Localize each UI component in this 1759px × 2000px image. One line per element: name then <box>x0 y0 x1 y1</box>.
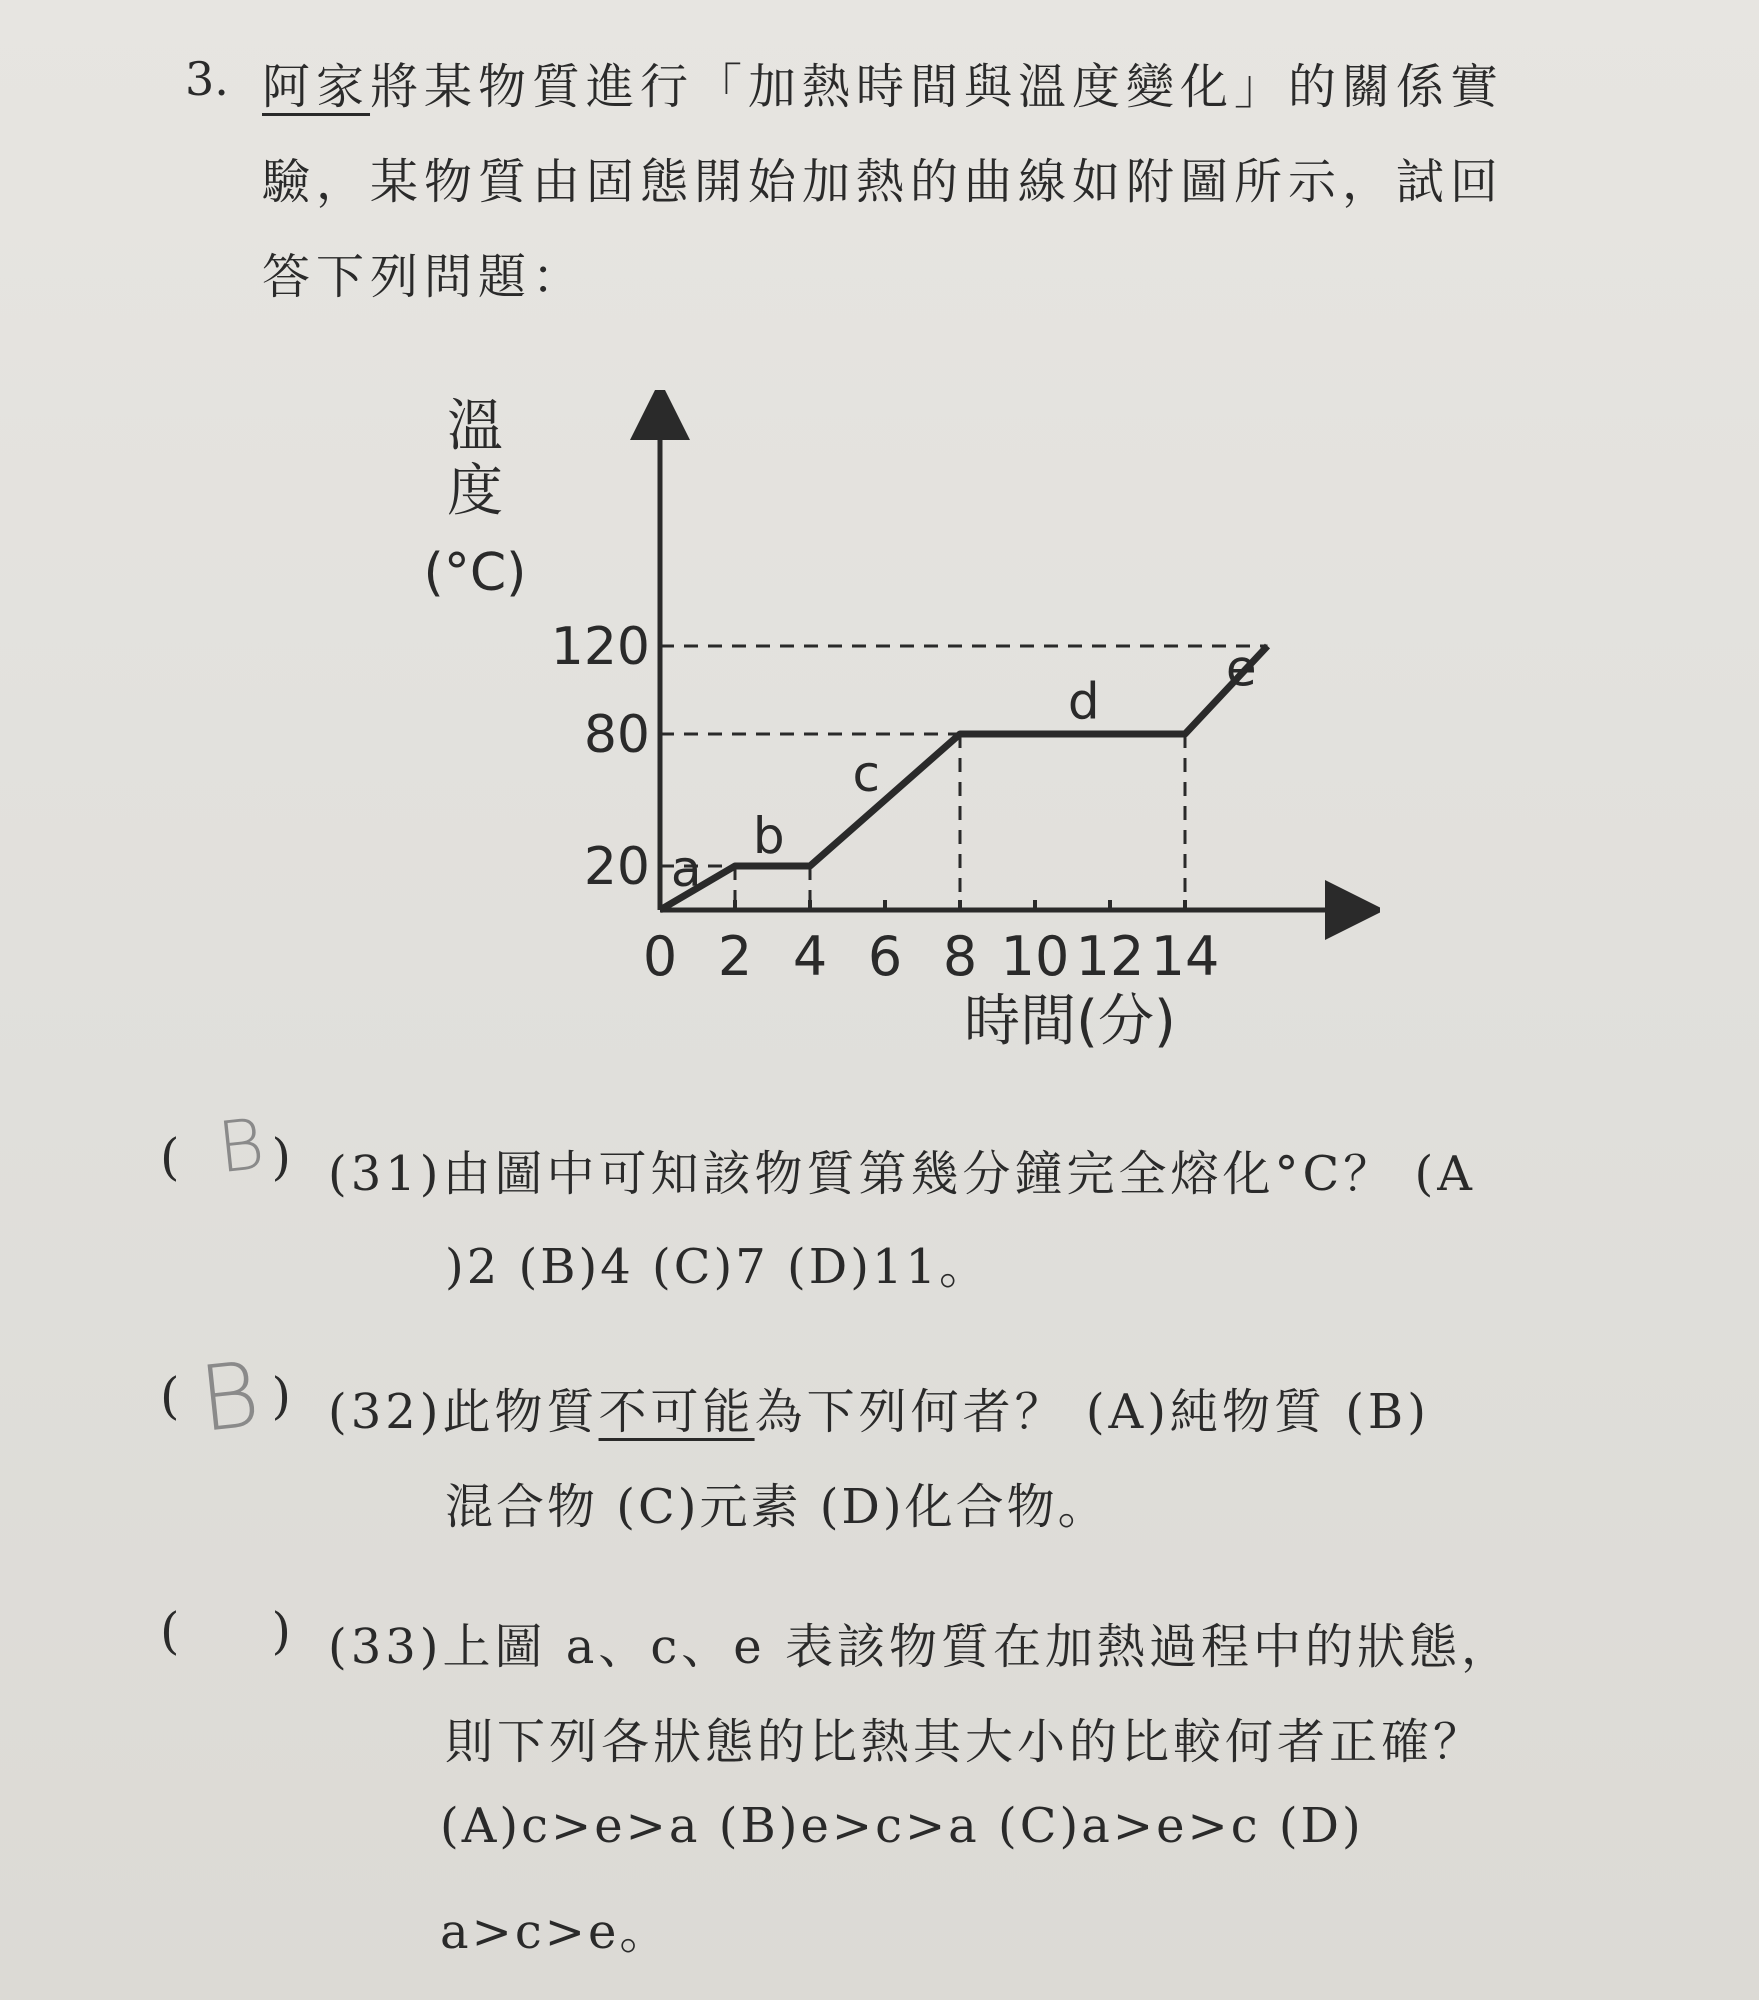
intro-line-1 <box>262 48 1504 117</box>
x-tick-label-0: 0 <box>642 925 678 988</box>
subquestion-31-text: (31)由圖中可知該物質第幾分鐘完全熔化°C？ (A <box>328 1146 1476 1202</box>
x-tick-label-2: 2 <box>717 925 753 988</box>
segment-label-b: b <box>752 806 785 865</box>
student-name: 阿家 <box>262 59 371 115</box>
answer-paren-32[interactable]: ( ) <box>160 1367 292 1425</box>
intro-line-2: 驗，某物質由固態開始加熱的曲線如附圖所示，試回 <box>262 154 1505 210</box>
heating-curve-chart <box>400 390 1380 1090</box>
subquestion-32-emphasis: 不可能 <box>598 1384 755 1440</box>
segment-label-a: a <box>670 839 702 898</box>
subquestion-32-suffix: 為下列何者？ (A)純物質 (B) <box>754 1384 1430 1440</box>
y-tick-label-20: 20 <box>583 837 650 897</box>
question-number: 3. <box>185 52 229 106</box>
y-axis-label-line-1: 溫 <box>447 394 503 459</box>
x-tick-label-8: 8 <box>942 925 978 988</box>
subquestion-32-text <box>328 1373 1430 1442</box>
y-axis-label-line-3: (°C) <box>423 543 527 603</box>
x-tick-label-14: 14 <box>1150 925 1220 988</box>
intro-line-3: 答下列問題： <box>262 249 587 305</box>
subquestion-33-options-line-1: (A)c>e>a (B)e>c>a (C)a>e>c (D) <box>440 1798 1364 1854</box>
subquestion-31-options: )2 (B)4 (C)7 (D)11。 <box>445 1239 991 1295</box>
y-tick-label-80: 80 <box>583 705 650 765</box>
handwritten-answer-32: B <box>194 1342 265 1453</box>
segment-labels <box>671 640 1257 898</box>
dashed-guide-lines <box>660 646 1268 910</box>
x-axis-label: 時間(分) <box>964 989 1176 1054</box>
segment-label-d: d <box>1067 672 1100 731</box>
x-tick-label-12: 12 <box>1075 925 1145 988</box>
intro-line-1-text: 將某物質進行「加熱時間與溫度變化」的關係實 <box>370 59 1505 115</box>
x-tick-label-10: 10 <box>1000 925 1070 988</box>
subquestion-32-options: 混合物 (C)元素 (D)化合物。 <box>445 1479 1109 1535</box>
x-tick-label-4: 4 <box>792 925 828 988</box>
y-tick-label-120: 120 <box>550 617 650 677</box>
subquestion-33-options-line-2: a>c>e。 <box>440 1904 671 1960</box>
subquestion-32-prefix: (32)此物質 <box>328 1384 599 1440</box>
subquestion-33-text-line-2: 則下列各狀態的比熱其大小的比較何者正確？ <box>445 1714 1486 1770</box>
segment-label-e: e <box>1225 639 1257 698</box>
x-tick-label-6: 6 <box>867 925 903 988</box>
answer-paren-31[interactable]: ( ) <box>160 1128 292 1186</box>
y-axis-label-line-2: 度 <box>447 459 503 524</box>
answer-paren-33[interactable]: ( ) <box>160 1602 292 1660</box>
heating-curve-line <box>660 646 1268 910</box>
segment-label-c: c <box>852 745 880 804</box>
subquestion-33-text-line-1: (33)上圖 a、c、e 表該物質在加熱過程中的狀態， <box>328 1619 1513 1675</box>
handwritten-answer-31: B <box>213 1102 269 1190</box>
